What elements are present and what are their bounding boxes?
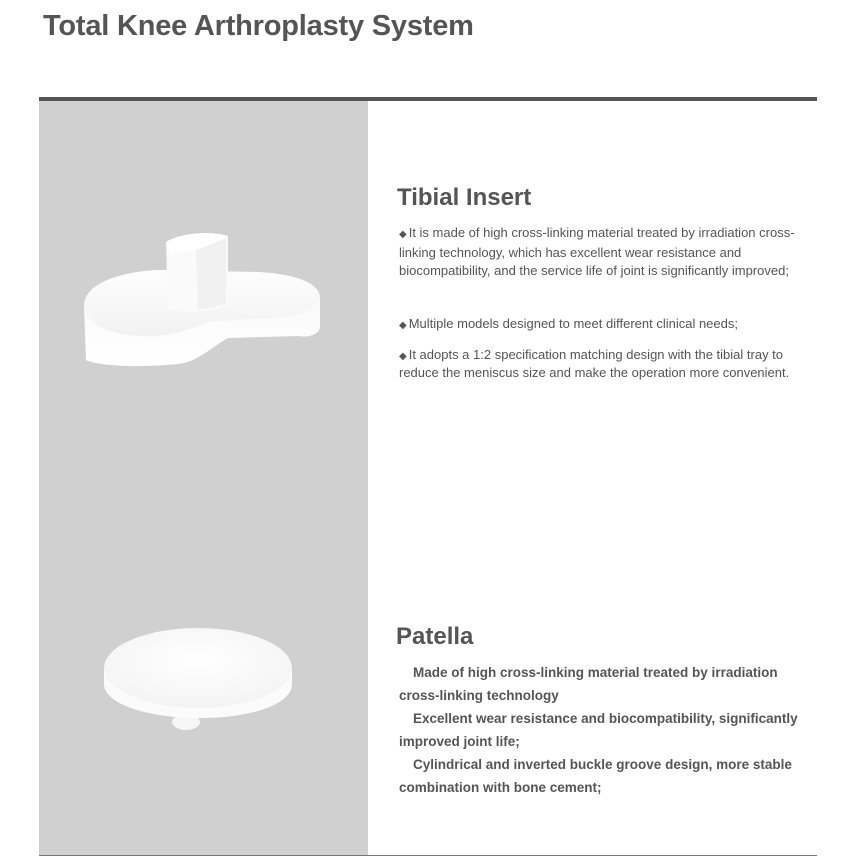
bullet-diamond-icon: ◆ bbox=[399, 351, 407, 362]
patella-line-3: Cylindrical and inverted buckle groove design, more stable combination with bone cement; bbox=[399, 757, 792, 795]
tibial-bullet-1 bbox=[399, 224, 809, 280]
tibial-bullet-3 bbox=[399, 347, 809, 381]
image-panel bbox=[39, 101, 368, 855]
bullet-diamond-icon: ◆ bbox=[399, 229, 407, 240]
bottom-divider bbox=[39, 855, 817, 856]
patella-line-2: Excellent wear resistance and biocompatibility, significantly improved joint life; bbox=[399, 711, 798, 749]
bullet-text: It is made of high cross-linking material treated by irradiation cross-linking technology, which has excellent wear resistance and biocompatibility, and the service life of joint is significantly improved; bbox=[399, 225, 795, 278]
patella-image bbox=[100, 622, 300, 732]
tibial-insert-heading: Tibial Insert bbox=[397, 184, 532, 211]
patella-line-1: Made of high cross-linking material treated by irradiation cross-linking technology bbox=[399, 665, 778, 703]
bullet-diamond-icon: ◆ bbox=[399, 320, 407, 331]
tibial-bullet-2 bbox=[399, 315, 809, 335]
patella-description bbox=[399, 661, 814, 799]
page-title: Total Knee Arthroplasty System bbox=[43, 10, 474, 42]
bullet-text: It adopts a 1:2 specification matching design with the tibial tray to reduce the meniscus size and make the operation more convenient. bbox=[399, 347, 790, 380]
tibial-insert-image bbox=[78, 226, 328, 372]
patella-heading: Patella bbox=[396, 623, 474, 650]
bullet-text: Multiple models designed to meet different clinical needs; bbox=[408, 316, 738, 331]
